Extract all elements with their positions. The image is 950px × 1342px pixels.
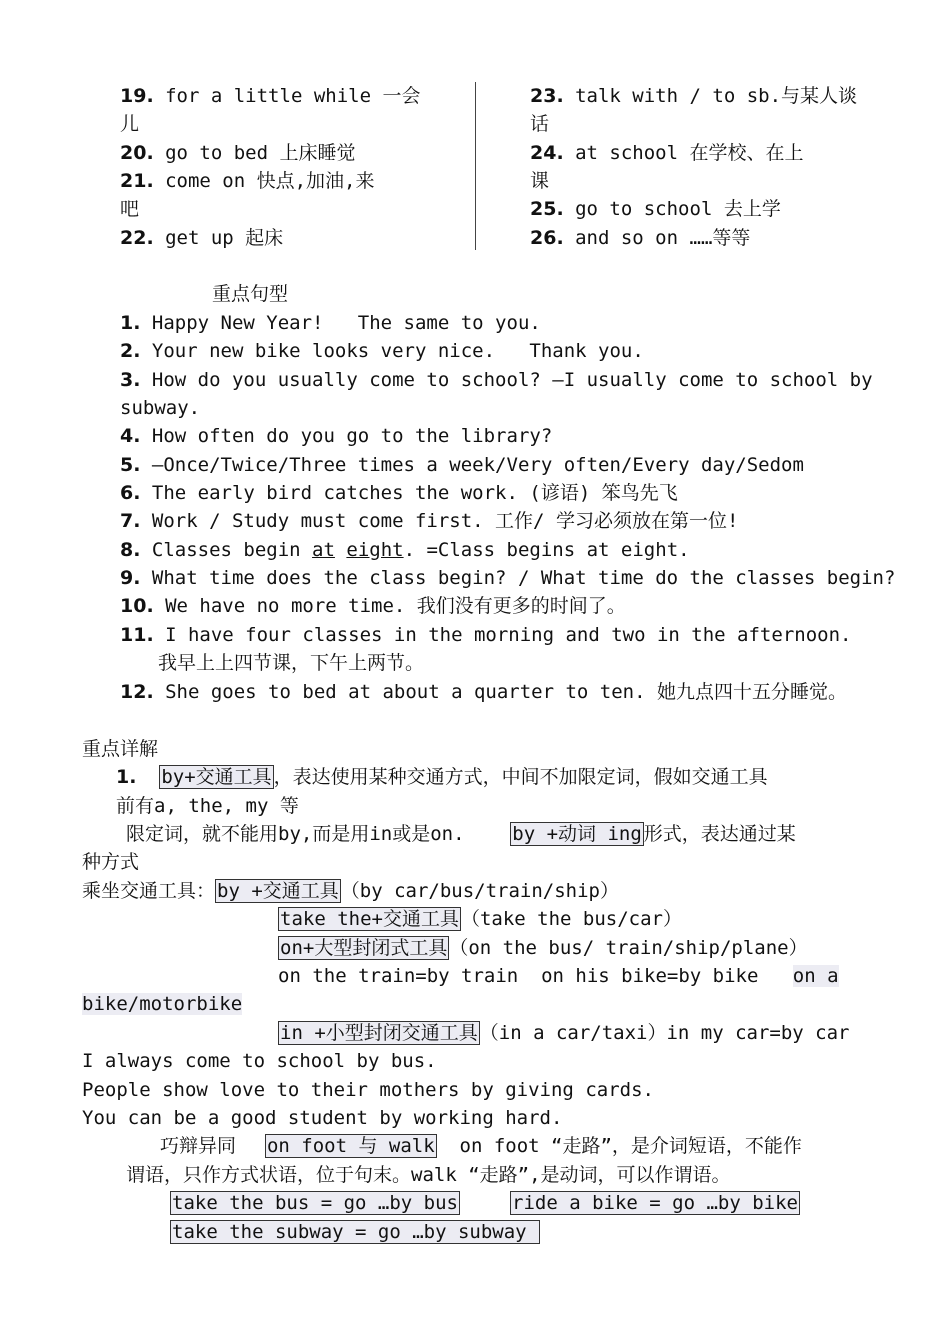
detail-line: 前有a, the, my 等 xyxy=(116,795,299,817)
vocab-item: 26. and so on ……等等 xyxy=(530,227,751,249)
shaded-phrase: on a xyxy=(792,965,839,987)
boxed-phrase: on foot 与 walk xyxy=(266,1135,435,1157)
equivalence-line xyxy=(510,1189,800,1217)
vocab-item: 24. at school 在学校、在上 xyxy=(530,142,804,164)
sentence-item: 8. Classes begin at eight. =Class begins at eight. xyxy=(120,539,690,561)
vocab-item: 23. talk with / to sb.与某人谈 xyxy=(530,85,858,107)
boxed-phrase: ride a bike = go …by bike xyxy=(512,1192,798,1214)
sentence-item: 1. Happy New Year! The same to you. xyxy=(120,312,541,334)
equivalence-line xyxy=(170,1218,540,1246)
detail-line: 种方式 xyxy=(82,851,140,873)
detail-heading: 重点详解 xyxy=(82,738,159,760)
vocab-item-cont: 话 xyxy=(530,113,550,135)
equivalence-line xyxy=(170,1189,460,1217)
boxed-phrase: in +小型封闭交通工具 xyxy=(280,1022,478,1044)
detail-line: 限定词，就不能用by,而是用in或是on. by +动词 ing 形式，表达通过某 xyxy=(126,823,796,845)
sentence-item: 11. I have four classes in the morning and two in the afternoon. xyxy=(120,624,852,646)
boxed-phrase: by+交通工具 xyxy=(161,766,272,788)
boxed-phrase: take the+交通工具 xyxy=(280,908,459,930)
ride-line: on+大型封闭式工具 （on the bus/ train/ship/plane） xyxy=(280,937,808,959)
vocab-item-cont: 儿 xyxy=(120,113,140,135)
underlined-word: at xyxy=(312,539,335,561)
sentence-item: 3. How do you usually come to school? —I usually come to school by xyxy=(120,369,873,391)
boxed-phrase: take the bus = go …by bus xyxy=(172,1192,458,1214)
ride-line: take the+交通工具 （take the bus/car） xyxy=(280,908,682,930)
boxed-phrase: on+大型封闭式工具 xyxy=(280,937,448,959)
boxed-phrase: take the subway = go …by subway xyxy=(172,1221,539,1243)
sentence-item: 5. —Once/Twice/Three times a week/Very often/Every day/Sedom xyxy=(120,454,804,476)
diff-line: 谓语，只作方式状语，位于句末。walk “走路”,是动词，可以作谓语。 xyxy=(126,1164,731,1186)
example-sentence: You can be a good student by working hard. xyxy=(82,1107,563,1129)
diff-line: 巧辩异同 on foot 与 walk on foot “走路”，是介词短语，不能作 xyxy=(160,1135,802,1157)
example-sentence: People show love to their mothers by giving cards. xyxy=(82,1079,654,1101)
vocab-item: 20. go to bed 上床睡觉 xyxy=(120,142,356,164)
sentence-item-cont: subway. xyxy=(120,397,201,419)
sentence-item-cont: 我早上上四节课，下午上两节。 xyxy=(158,652,425,674)
ride-line: 乘坐交通工具： by +交通工具 （by car/bus/train/ship） xyxy=(82,880,619,902)
sentence-item: 7. Work / Study must come first. 工作/ 学习必须放在第一位! xyxy=(120,510,739,532)
sentence-item: 4. How often do you go to the library? xyxy=(120,425,553,447)
shaded-phrase: bike/motorbike xyxy=(82,993,243,1015)
sentence-item: 2. Your new bike looks very nice. Thank you. xyxy=(120,340,644,362)
ride-line: in +小型封闭交通工具 （in a car/taxi）in my car=by car xyxy=(280,1022,850,1044)
detail-point-1: 1. by+交通工具 ，表达使用某种交通方式，中间不加限定词，假如交通工具 xyxy=(116,766,768,788)
underlined-word: eight xyxy=(346,539,404,561)
sentence-item: 12. She goes to bed at about a quarter to ten. 她九点四十五分睡觉。 xyxy=(120,681,847,703)
ride-line xyxy=(82,990,242,1018)
sentence-item: 9. What time does the class begin? / What time do the classes begin? xyxy=(120,567,896,589)
ride-line: on the train=by train on his bike=by bike on a xyxy=(278,965,839,987)
sentence-item: 10. We have no more time. 我们没有更多的时间了。 xyxy=(120,595,626,617)
vocab-item: 19. for a little while 一会 xyxy=(120,85,421,107)
column-divider xyxy=(475,82,476,250)
sentence-item: 6. The early bird catches the work. (谚语) 笨鸟先飞 xyxy=(120,482,678,504)
boxed-phrase: by +动词 ing xyxy=(512,823,642,845)
example-sentence: I always come to school by bus. xyxy=(82,1050,437,1072)
vocab-item: 21. come on 快点,加油,来 xyxy=(120,170,375,192)
vocab-item-cont: 课 xyxy=(530,170,550,192)
vocab-item: 22. get up 起床 xyxy=(120,227,284,249)
vocab-item: 25. go to school 去上学 xyxy=(530,198,781,220)
boxed-phrase: by +交通工具 xyxy=(217,880,339,902)
sentences-heading: 重点句型 xyxy=(212,283,289,305)
vocab-item-cont: 吧 xyxy=(120,198,140,220)
